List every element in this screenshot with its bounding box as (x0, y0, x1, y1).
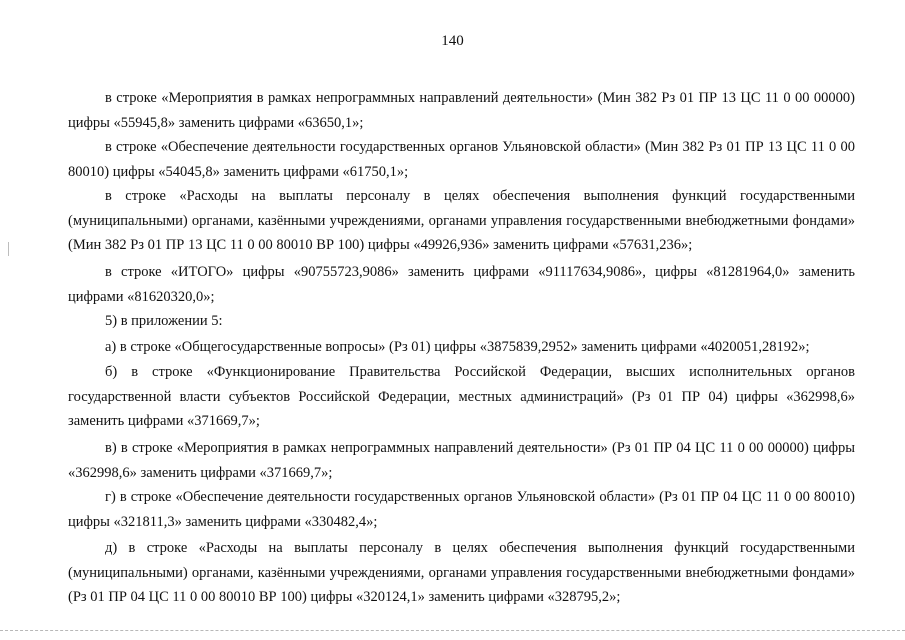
paragraph-5-text: 5) в приложении 5: (105, 313, 223, 329)
scan-bottom-edge (0, 630, 905, 631)
page-number: 140 (441, 33, 464, 49)
paragraph-3 (68, 184, 855, 258)
paragraph-6 (68, 335, 855, 360)
paragraph-4 (68, 260, 855, 309)
paragraph-10 (68, 536, 855, 610)
paragraph-2-text: в строке «Обеспечение деятельности государственных органов Ульяновской области» (Мин 382 Рз 01 ПР 13 ЦС 11 0 00 80010) цифры «54045,8» заменить цифрами «61750,1»; (68, 139, 855, 180)
paragraph-2 (68, 135, 855, 184)
paragraph-5 (68, 309, 855, 334)
paragraph-7-text: б) в строке «Функционирование Правительства Российской Федерации, высших исполнительных органов государственной власти субъектов Российской Федерации, местных администраций» (Рз 01 ПР 04) цифры «362998,6» заменить цифрами «371669,7»; (68, 364, 855, 430)
paragraph-7 (68, 360, 855, 434)
scan-mark (8, 242, 9, 256)
paragraph-4-text: в строке «ИТОГО» цифры «90755723,9086» заменить цифрами «91117634,9086», цифры «81281964,0» заменить цифрами «81620320,0»; (68, 264, 855, 305)
paragraph-1-text: в строке «Мероприятия в рамках непрограммных направлений деятельности» (Мин 382 Рз 01 ПР 13 ЦС 11 0 00 00000) цифры «55945,8» заменить цифрами «63650,1»; (68, 90, 855, 131)
paragraph-9-text: г) в строке «Обеспечение деятельности государственных органов Ульяновской области» (Рз 01 ПР 04 ЦС 11 0 00 80010) цифры «321811,3» заменить цифрами «330482,4»; (68, 489, 855, 530)
paragraph-1 (68, 86, 855, 135)
paragraph-10-text: д) в строке «Расходы на выплаты персоналу в целях обеспечения выполнения функций государственными (муниципальными) органами, казёнными учреждениями, органами управления государственными внебюджетными фондами» (Рз 01 ПР 04 ЦС 11 0 00 80010 ВР 100) цифры «320124,1» заменить цифрами «328795,2»; (68, 540, 855, 606)
paragraph-9 (68, 485, 855, 534)
paragraph-6-text: а) в строке «Общегосударственные вопросы» (Рз 01) цифры «3875839,2952» заменить цифрами «4020051,28192»; (105, 339, 810, 355)
paragraph-3-text: в строке «Расходы на выплаты персоналу в целях обеспечения выполнения функций государственными (муниципальными) органами, казёнными учреждениями, органами управления государственными внебюджетными фондами» (Мин 382 Рз 01 ПР 13 ЦС 11 0 00 80010 ВР 100) цифры «49926,936» заменить цифрами «57631,236»; (68, 188, 855, 254)
paragraph-8 (68, 436, 855, 485)
paragraph-8-text: в) в строке «Мероприятия в рамках непрограммных направлений деятельности» (Рз 01 ПР 04 ЦС 11 0 00 00000) цифры «362998,6» заменить цифрами «371669,7»; (68, 440, 855, 481)
